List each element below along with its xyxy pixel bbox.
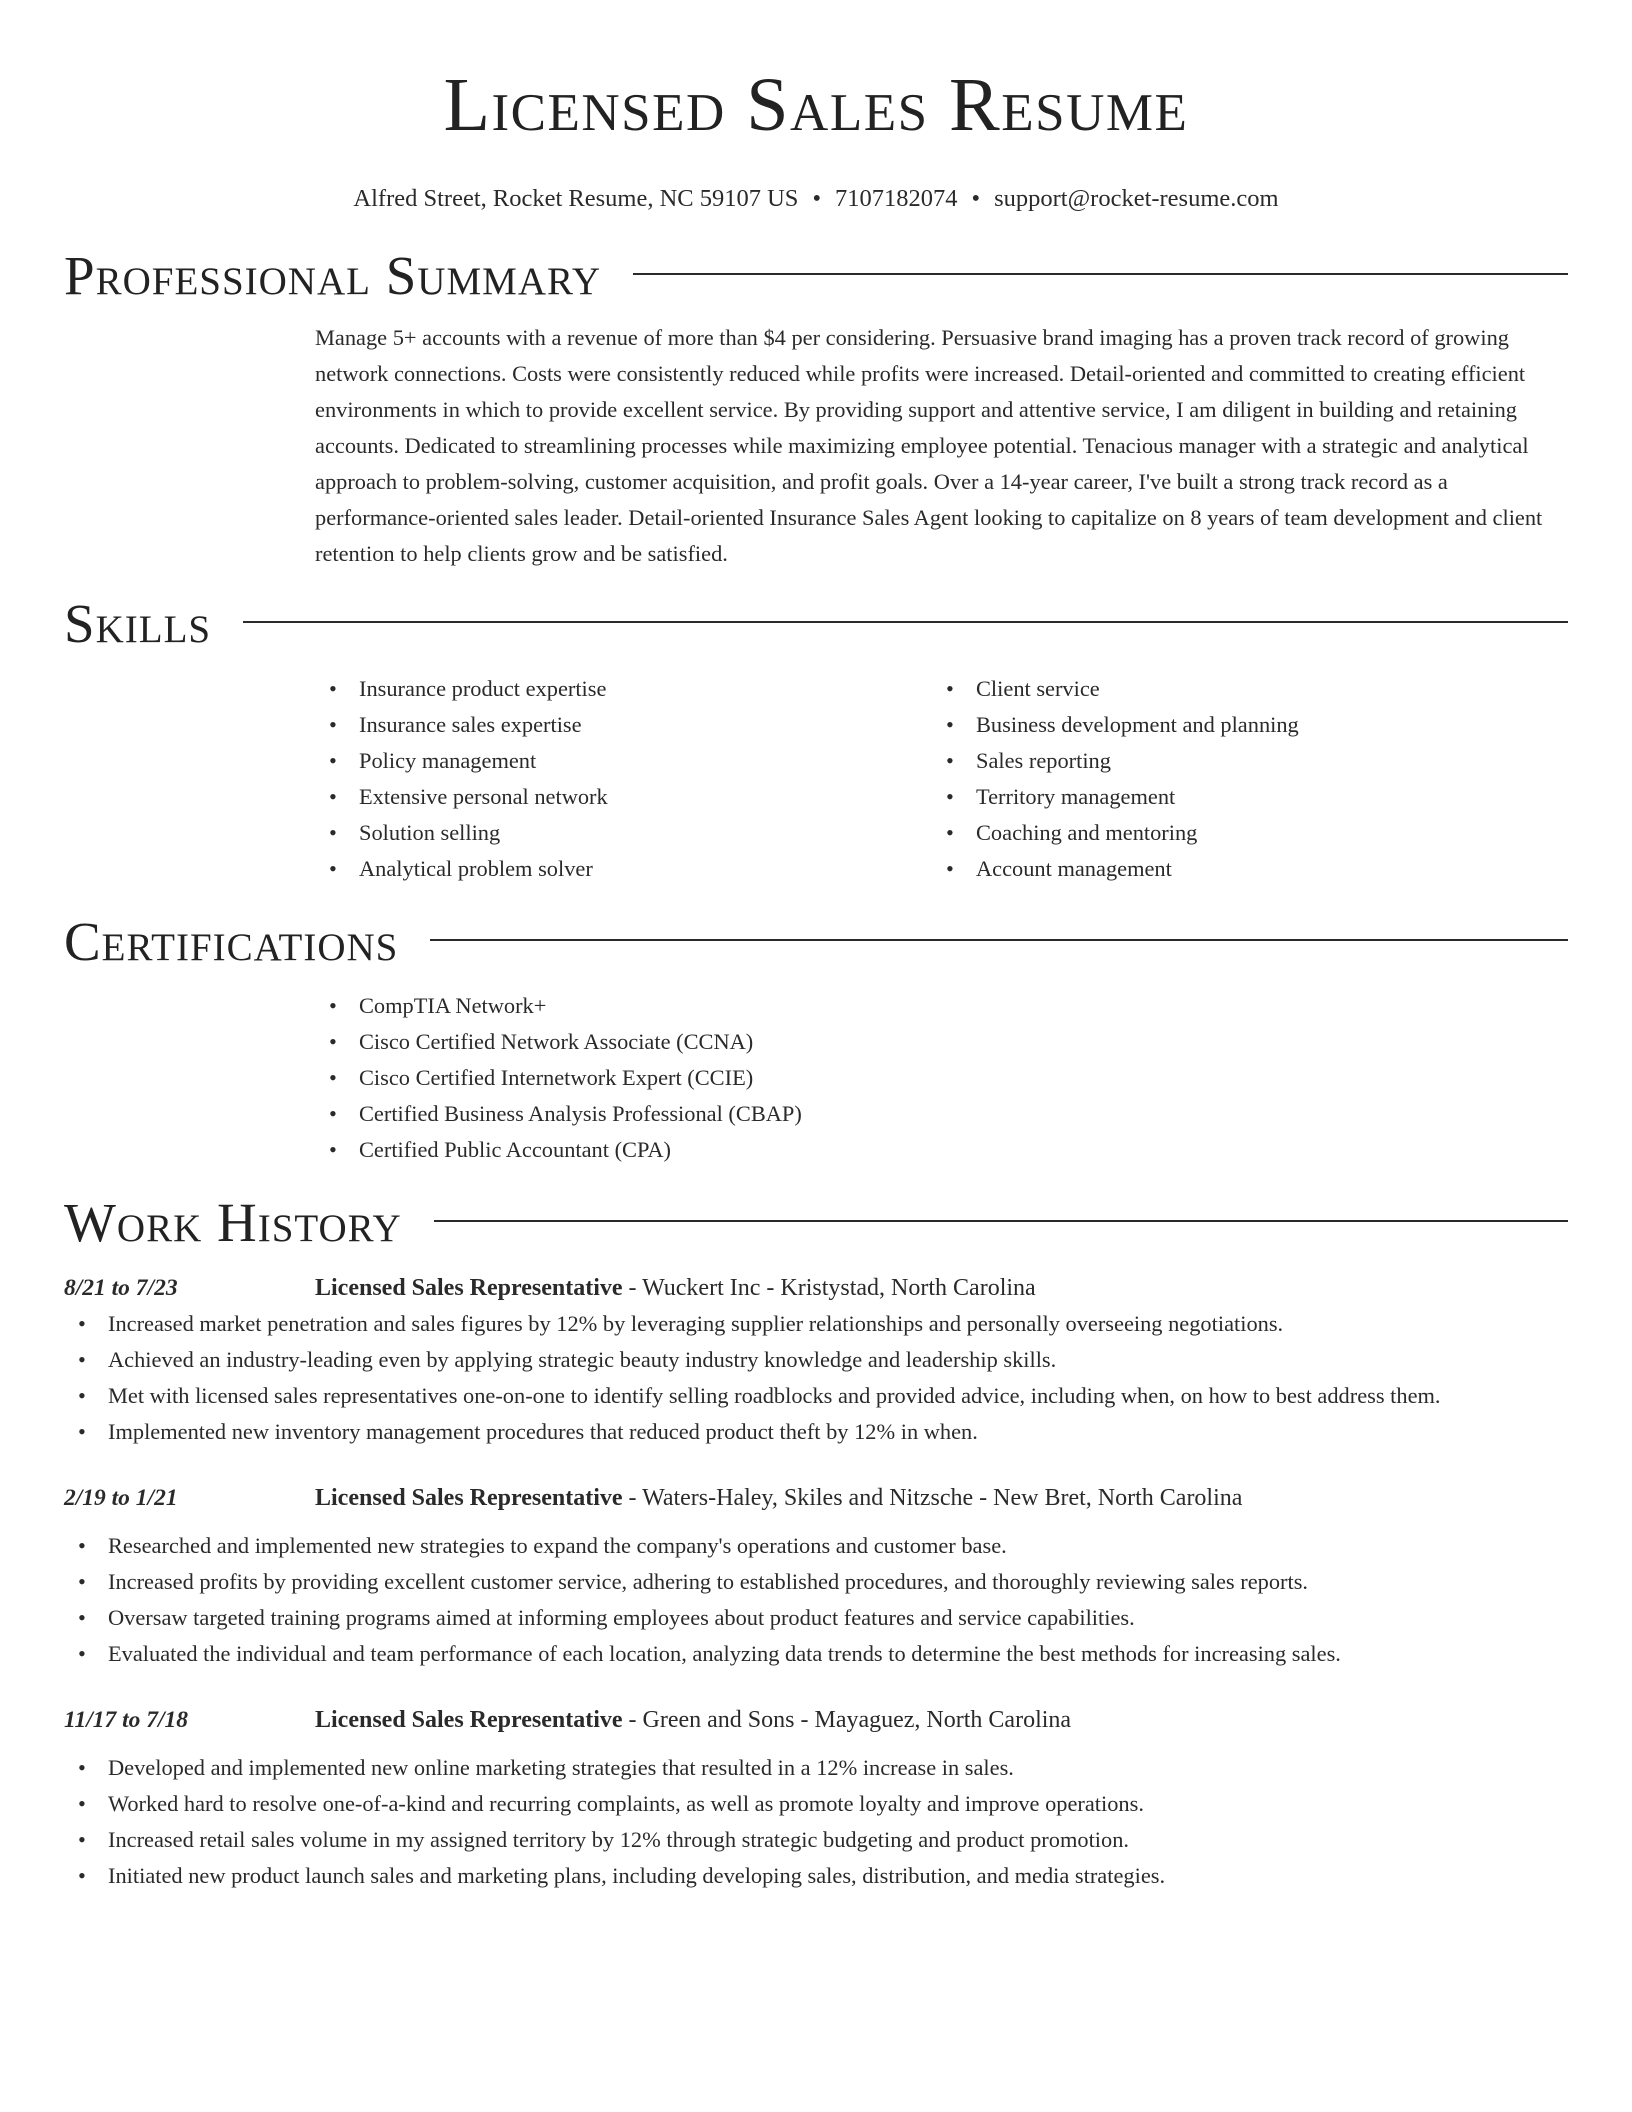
job-duties (64, 1528, 1568, 1672)
certifications-heading (64, 911, 1568, 973)
skill-item: • Analytical problem solver (315, 851, 932, 887)
contact-address: Alfred Street, Rocket Resume, NC 59107 US (353, 185, 799, 212)
summary-text: Manage 5+ accounts with a revenue of more than $4 per considering. Persuasive brand imaging has a proven track record of growing network connections. Costs were consistently reduced while profits were increased. Detail-oriented and committed to creating efficient environments in which to provide excellent service. By providing support and attentive service, I am diligent in building and retaining accounts. Dedicated to streamlining processes while maximizing employee potential. Tenacious manager with a strategic and analytical approach to problem-solving, customer acquisition, and profit goals. Over a 14-year career, I've built a strong track record as a performance-oriented sales leader. Detail-oriented Insurance Sales Agent looking to capitalize on 8 years of team development and client retention to help clients grow and be satisfied. (315, 325, 1543, 566)
certification-item: • Cisco Certified Network Associate (CCNA) (315, 1024, 1568, 1060)
job-dates: 8/21 to 7/23 (64, 1275, 178, 1301)
job-company: - Waters-Haley, Skiles and Nitzsche - New Bret, North Carolina (622, 1485, 1243, 1511)
section-divider (243, 621, 1568, 623)
resume-page (64, 0, 1568, 1894)
summary-heading-text: Professional Summary (64, 245, 602, 306)
contact-email: support@rocket-resume.com (994, 185, 1279, 212)
job-role: Licensed Sales Representative (315, 1707, 623, 1733)
summary-heading (64, 245, 1568, 307)
skill-item: • Insurance product expertise (315, 671, 932, 707)
certification-item: • Certified Public Accountant (CPA) (315, 1132, 1568, 1168)
job-duties (64, 1750, 1568, 1894)
job-title-line (315, 1270, 1036, 1306)
job-duties (64, 1306, 1568, 1450)
job-role: Licensed Sales Representative (315, 1275, 623, 1301)
skill-item: • Client service (932, 671, 1549, 707)
job-header (64, 1702, 1568, 1738)
job-duty: • Evaluated the individual and team performance of each location, analyzing data trends to determine the best methods for increasing sales. (64, 1636, 1568, 1672)
certification-item: • CompTIA Network+ (315, 988, 1568, 1024)
summary-body (315, 320, 1568, 572)
work-history-heading (64, 1192, 1568, 1254)
job-duty: • Developed and implemented new online marketing strategies that resulted in a 12% increase in sales. (64, 1750, 1568, 1786)
job-header (64, 1270, 1568, 1306)
skill-item: • Territory management (932, 779, 1549, 815)
job-duty: • Increased market penetration and sales figures by 12% by leveraging supplier relationships and personally overseeing negotiations. (64, 1306, 1568, 1342)
skill-item: • Insurance sales expertise (315, 707, 932, 743)
job-dates: 2/19 to 1/21 (64, 1485, 178, 1511)
contact-phone: 7107182074 (835, 185, 958, 212)
skills-column-right (932, 671, 1549, 887)
certifications-list (315, 988, 1568, 1168)
skill-item: • Business development and planning (932, 707, 1549, 743)
job-header (64, 1480, 1568, 1516)
work-history-heading-text: Work History (64, 1192, 402, 1253)
contact-separator: • (812, 185, 822, 212)
job-entry (64, 1480, 1568, 1672)
job-dates: 11/17 to 7/18 (64, 1707, 189, 1733)
skills-section (64, 593, 1568, 887)
job-duty: • Implemented new inventory management procedures that reduced product theft by 12% in when. (64, 1414, 1568, 1450)
skill-item: • Extensive personal network (315, 779, 932, 815)
skill-item: • Policy management (315, 743, 932, 779)
job-duty: • Worked hard to resolve one-of-a-kind and recurring complaints, as well as promote loyalty and improve operations. (64, 1786, 1568, 1822)
skills-heading-text: Skills (64, 593, 212, 654)
certifications-heading-text: Certifications (64, 911, 399, 972)
certification-item: • Certified Business Analysis Professional (CBAP) (315, 1096, 1568, 1132)
certifications-section (64, 911, 1568, 1168)
contact-line (64, 184, 1568, 214)
resume-title: Licensed Sales Resume (443, 63, 1189, 147)
work-history-section (64, 1192, 1568, 1894)
job-title-line (315, 1702, 1071, 1738)
skill-item: • Account management (932, 851, 1549, 887)
skills-column-left (315, 671, 932, 887)
job-duty: • Increased profits by providing excellent customer service, adhering to established procedures, and thoroughly reviewing sales reports. (64, 1564, 1568, 1600)
section-divider (633, 273, 1568, 275)
job-role: Licensed Sales Representative (315, 1485, 623, 1511)
certifications-body (315, 988, 1568, 1168)
job-duty: • Met with licensed sales representatives one-on-one to identify selling roadblocks and provided advice, including when, on how to best address them. (64, 1378, 1568, 1414)
skill-item: • Coaching and mentoring (932, 815, 1549, 851)
job-entry (64, 1702, 1568, 1894)
section-divider (430, 939, 1568, 941)
skill-item: • Sales reporting (932, 743, 1549, 779)
job-title-line (315, 1480, 1242, 1516)
section-divider (434, 1220, 1568, 1222)
summary-section (64, 245, 1568, 572)
skills-list (315, 671, 1568, 887)
certification-item: • Cisco Certified Internetwork Expert (CCIE) (315, 1060, 1568, 1096)
job-company: - Green and Sons - Mayaguez, North Carolina (622, 1707, 1072, 1733)
skill-item: • Solution selling (315, 815, 932, 851)
job-duty: • Initiated new product launch sales and marketing plans, including developing sales, distribution, and media strategies. (64, 1858, 1568, 1894)
job-duty: • Oversaw targeted training programs aimed at informing employees about product features and service capabilities. (64, 1600, 1568, 1636)
contact-separator: • (971, 185, 981, 212)
job-entry (64, 1270, 1568, 1450)
job-duty: • Researched and implemented new strategies to expand the company's operations and customer base. (64, 1528, 1568, 1564)
job-duty: • Increased retail sales volume in my assigned territory by 12% through strategic budgeting and product promotion. (64, 1822, 1568, 1858)
job-duty: • Achieved an industry-leading even by applying strategic beauty industry knowledge and leadership skills. (64, 1342, 1568, 1378)
skills-heading (64, 593, 1568, 655)
job-company: - Wuckert Inc - Kristystad, North Carolina (622, 1275, 1036, 1301)
